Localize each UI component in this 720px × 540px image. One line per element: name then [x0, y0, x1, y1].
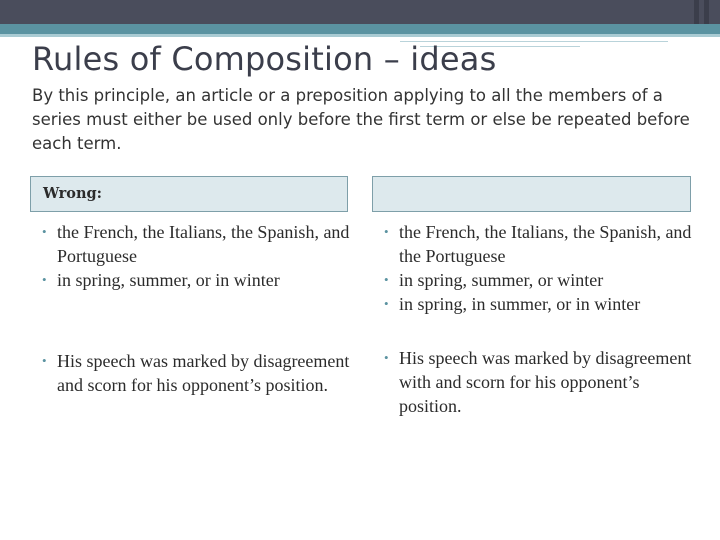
bullet-icon: •: [42, 353, 47, 368]
list-item: • the French, the Italians, the Spanish, and the Portuguese: [384, 222, 692, 266]
bullet-icon: •: [384, 224, 389, 239]
list-item: • in spring, summer, or in winter: [42, 270, 280, 290]
bullet-icon: •: [42, 224, 47, 239]
list-item: • in spring, summer, or winter: [384, 270, 604, 290]
accent-band-light: [0, 34, 720, 37]
top-bar-stripe: [704, 0, 709, 24]
list-spacer: [34, 292, 352, 349]
left-column-list: [34, 220, 352, 397]
bullet-icon: •: [384, 350, 389, 365]
left-column-header: Wrong:: [30, 176, 348, 212]
bullet-icon: •: [384, 296, 389, 311]
right-column-header: [372, 176, 691, 212]
list-item: • the French, the Italians, the Spanish, and Portuguese: [42, 222, 350, 266]
top-decorative-bar: [0, 0, 720, 24]
slide-title: Rules of Composition – ideas: [32, 40, 497, 78]
list-item: • in spring, in summer, or in winter: [384, 294, 641, 314]
list-item: • His speech was marked by disagreement and scorn for his opponent’s position.: [42, 351, 350, 395]
bullet-icon: •: [42, 272, 47, 287]
list-spacer: [376, 316, 694, 346]
list-item: • His speech was marked by disagreement with and scorn for his opponent’s position.: [384, 348, 692, 416]
bullet-icon: •: [384, 272, 389, 287]
right-column-list: [376, 220, 694, 418]
intro-paragraph: By this principle, an article or a preposition applying to all the members of a series must either be used only before the first term or else be repeated before each term.: [32, 86, 690, 153]
top-bar-stripe: [694, 0, 699, 24]
accent-band: [0, 24, 720, 34]
